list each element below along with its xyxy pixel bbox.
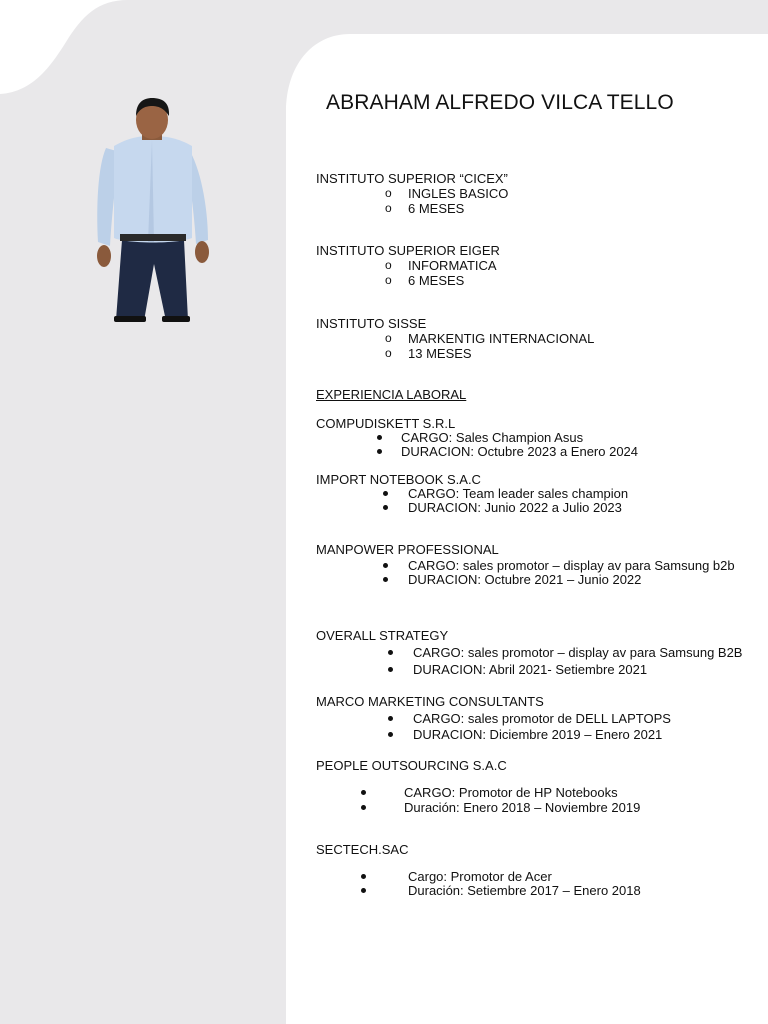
list-marker: o [385, 273, 392, 287]
job-detail: DURACION: Octubre 2021 – Junio 2022 [408, 572, 642, 587]
bullet-dot [361, 888, 366, 893]
bullet-dot [361, 805, 366, 810]
job-detail: Cargo: Promotor de Acer [408, 869, 552, 884]
job-detail: Duración: Setiembre 2017 – Enero 2018 [408, 883, 641, 898]
job-company: PEOPLE OUTSOURCING S.A.C [316, 758, 507, 773]
job-detail: CARGO: sales promotor de DELL LAPTOPS [413, 711, 671, 726]
photo-shoe-left [114, 316, 146, 322]
bullet-dot [383, 577, 388, 582]
experience-heading: EXPERIENCIA LABORAL [316, 387, 467, 402]
job-detail: DURACION: Abril 2021- Setiembre 2021 [413, 662, 648, 677]
candidate-name: ABRAHAM ALFREDO VILCA TELLO [326, 91, 674, 114]
photo-hand-right [195, 241, 209, 263]
job-company: SECTECH.SAC [316, 842, 409, 857]
job-detail: DURACION: Diciembre 2019 – Enero 2021 [413, 727, 663, 742]
bullet-dot [361, 874, 366, 879]
list-marker: o [385, 201, 392, 215]
job-detail: CARGO: sales promotor – display av para Samsung b2b [408, 558, 735, 573]
job-company: COMPUDISKETT S.R.L [316, 416, 456, 431]
photo-shoe-right [162, 316, 190, 322]
education-item: MARKENTIG INTERNACIONAL [408, 331, 595, 346]
job-detail: CARGO: Team leader sales champion [408, 486, 629, 501]
job-company: OVERALL STRATEGY [316, 628, 449, 643]
education-institution: INSTITUTO SUPERIOR “CICEX” [316, 171, 508, 186]
bullet-dot [388, 650, 393, 655]
education-institution: INSTITUTO SISSE [316, 316, 427, 331]
list-marker: o [385, 331, 392, 345]
bullet-dot [388, 716, 393, 721]
job-company: MARCO MARKETING CONSULTANTS [316, 694, 544, 709]
job-detail: Duración: Enero 2018 – Noviembre 2019 [404, 800, 641, 815]
list-marker: o [385, 258, 392, 272]
bullet-dot [383, 563, 388, 568]
job-detail: CARGO: Sales Champion Asus [401, 430, 584, 445]
bullet-dot [377, 435, 382, 440]
bullet-dot [383, 505, 388, 510]
photo-pants [116, 240, 188, 321]
education-item: 13 MESES [408, 346, 472, 361]
education-item: 6 MESES [408, 273, 465, 288]
bullet-dot [361, 790, 366, 795]
bullet-dot [388, 732, 393, 737]
photo-belt [120, 234, 186, 241]
education-item: 6 MESES [408, 201, 465, 216]
bullet-dot [388, 667, 393, 672]
job-company: MANPOWER PROFESSIONAL [316, 542, 499, 557]
list-marker: o [385, 186, 392, 200]
bullet-dot [377, 449, 382, 454]
profile-photo [92, 96, 214, 324]
bullet-dot [383, 491, 388, 496]
job-detail: CARGO: sales promotor – display av para Samsung B2B [413, 645, 743, 660]
job-detail: CARGO: Promotor de HP Notebooks [404, 785, 618, 800]
job-detail: DURACION: Junio 2022 a Julio 2023 [408, 500, 622, 515]
job-detail: DURACION: Octubre 2023 a Enero 2024 [401, 444, 639, 459]
education-institution: INSTITUTO SUPERIOR EIGER [316, 243, 500, 258]
education-item: INGLES BASICO [408, 186, 509, 201]
list-marker: o [385, 346, 392, 360]
education-item: INFORMATICA [408, 258, 497, 273]
photo-hand-left [97, 245, 111, 267]
job-company: IMPORT NOTEBOOK S.A.C [316, 472, 481, 487]
